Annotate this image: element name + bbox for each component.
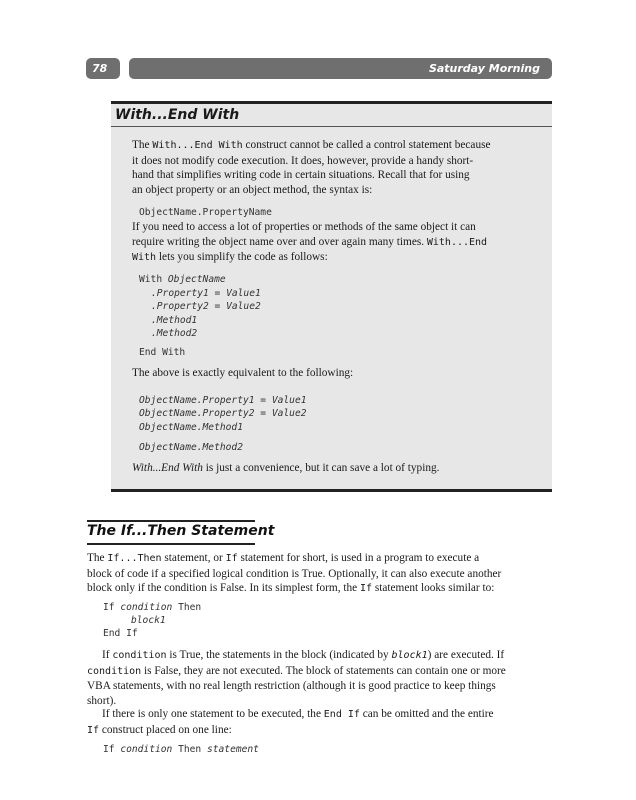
code-run: If	[359, 583, 373, 594]
emphasis-run: With...End With	[132, 462, 203, 474]
text-run: require writing the object name over and over again many times.	[132, 235, 427, 248]
sidebar-code-2-line-4: .Method1	[151, 315, 198, 326]
section-underline	[87, 543, 255, 545]
code-run: condition	[87, 665, 142, 677]
sidebar-code-3-line-2: ObjectName.Property2 = Value2	[139, 408, 307, 419]
text-run: short).	[87, 694, 117, 707]
code-placeholder: condition	[120, 744, 173, 755]
code-keyword: Then	[172, 744, 207, 755]
text-run: construct placed on one line:	[99, 723, 232, 736]
sidebar-paragraph-3: The above is exactly equivalent to the following:	[132, 367, 354, 379]
sidebar-code-2-line-1	[139, 273, 226, 286]
section-code-2-line-1	[103, 743, 259, 756]
running-header-bar	[129, 58, 552, 79]
page-number: 78	[92, 62, 108, 75]
sidebar-paragraph-4	[132, 461, 532, 476]
code-run: If...Then	[107, 553, 162, 564]
sidebar-code-2-line-2: .Property1 = Value1	[151, 288, 261, 299]
text-run: statement for short, is used in a program to execute a	[237, 552, 480, 564]
page-number-badge	[86, 58, 120, 79]
text-run: is True, the statements in the block (indicated by	[166, 649, 392, 661]
section-code-1-line-1	[103, 601, 201, 614]
text-run: hand that simplifies writing code in certain situations. Recall that for using	[132, 169, 470, 181]
text-run: an object property or an object method, the syntax is:	[132, 183, 373, 196]
sidebar-code-3-line-1: ObjectName.Property1 = Value1	[139, 395, 307, 406]
sidebar-paragraph-2	[132, 220, 532, 266]
sidebar-title: With...End With	[115, 107, 240, 123]
section-title: The If...Then Statement	[87, 523, 275, 539]
section-top-rule	[87, 520, 255, 522]
chapter-title: Saturday Morning	[428, 62, 540, 75]
code-run: If	[225, 553, 238, 564]
sidebar-code-1: ObjectName.PropertyName	[139, 207, 272, 218]
code-run: If	[87, 724, 100, 736]
section-code-1-line-3: End If	[103, 628, 138, 639]
sidebar-code-3-line-3: ObjectName.Method1	[139, 422, 243, 433]
code-run: With	[132, 252, 157, 263]
sidebar-code-3-line-4: ObjectName.Method2	[139, 442, 243, 453]
section-paragraph-1	[87, 551, 553, 597]
text-run: is just a convenience, but it can save a lot of typing.	[202, 462, 440, 474]
text-run: ) are executed. If	[427, 649, 505, 661]
code-keyword: Then	[172, 602, 202, 613]
code-placeholder: statement	[206, 744, 259, 755]
text-run: construct cannot be called a control statement because	[242, 139, 491, 151]
section-code-1-line-2: block1	[131, 615, 166, 626]
text-run: it does not modify code execution. It does, however, provide a handy short-	[132, 154, 474, 167]
text-run: If there is only one statement to be executed, the	[102, 708, 324, 720]
text-run: The	[132, 139, 153, 151]
text-run: statement looks similar to:	[372, 582, 495, 594]
sidebar-title-rule	[111, 126, 552, 127]
code-placeholder: ObjectName	[167, 274, 226, 285]
sidebar-code-2-line-6: End With	[139, 347, 186, 358]
sidebar-code-2-line-3: .Property2 = Value2	[151, 301, 261, 312]
sidebar-code-2-line-5: .Method2	[151, 328, 198, 339]
code-placeholder: condition	[120, 602, 173, 613]
sidebar-paragraph-1	[132, 138, 532, 197]
text-run: lets you simplify the code as follows:	[156, 251, 328, 263]
code-keyword: If	[103, 744, 121, 755]
code-run: End If	[323, 709, 360, 720]
text-run: If you need to access a lot of properties or methods of the same object it can	[132, 221, 476, 233]
text-run: can be omitted and the entire	[359, 708, 494, 720]
text-run: statement, or	[161, 552, 226, 564]
text-run: block of code if a specified logical condition is True. Optionally, it can also execute another	[87, 567, 502, 580]
text-run: If	[102, 649, 113, 661]
code-run: With...End	[426, 236, 488, 248]
section-paragraph-3	[87, 707, 553, 738]
code-keyword: If	[103, 602, 121, 613]
text-run: VBA statements, with no real length restriction (although it is good practice to keep things	[87, 680, 496, 692]
text-run: block only if the condition is False. In its simplest form, the	[87, 582, 360, 594]
sidebar-box	[111, 101, 552, 492]
code-run: block1	[391, 650, 428, 661]
text-run: The	[87, 552, 108, 564]
section-paragraph-2	[87, 648, 553, 708]
code-run: condition	[112, 650, 167, 661]
code-keyword: With	[139, 274, 168, 285]
text-run: is False, they are not executed. The block of statements can contain one or more	[141, 664, 506, 677]
code-run: With...End With	[152, 140, 243, 151]
